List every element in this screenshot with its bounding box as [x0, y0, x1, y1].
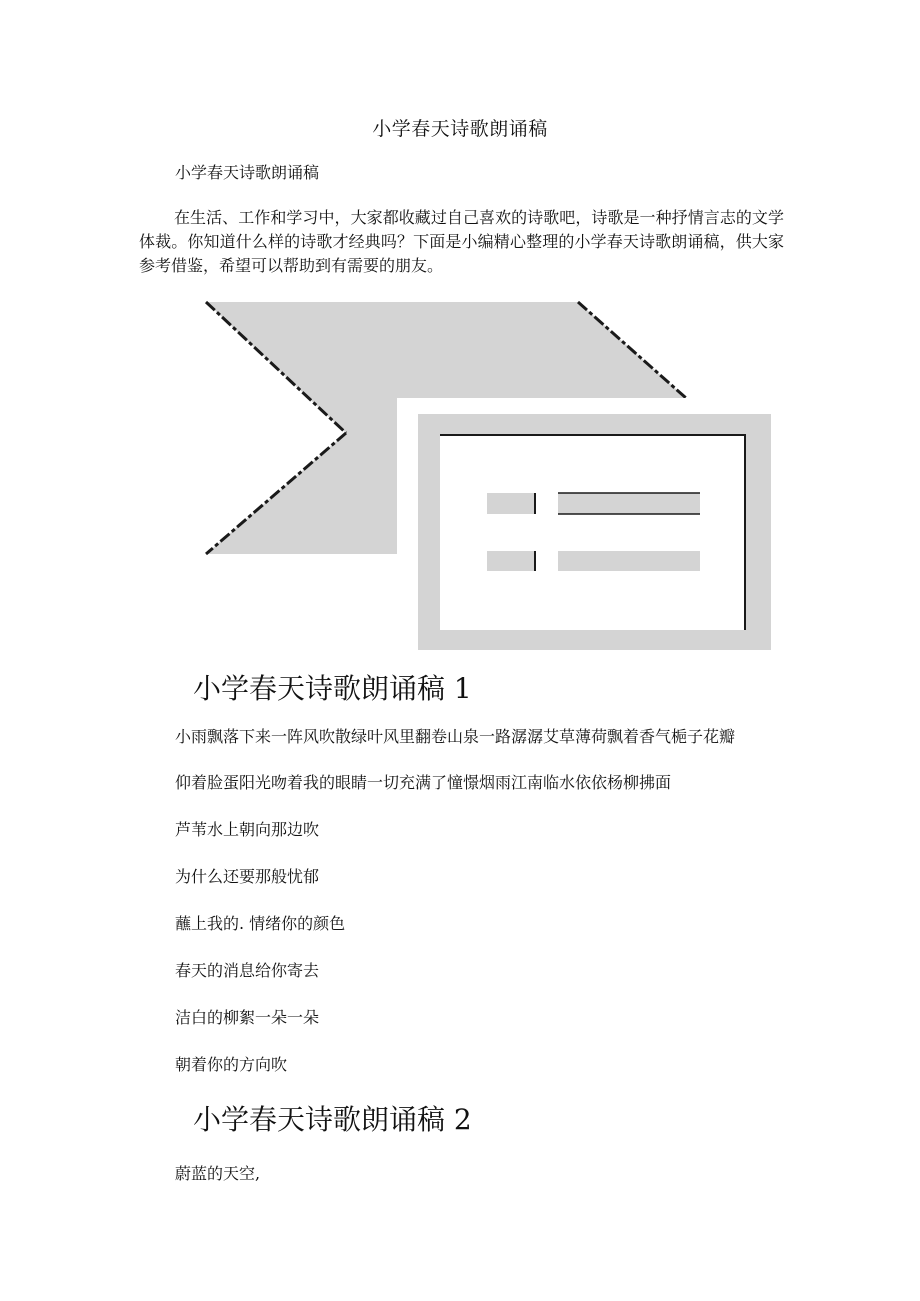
document-subtitle: 小学春天诗歌朗诵稿 — [175, 163, 320, 182]
poem-line: 仰着脸蛋阳光吻着我的眼睛一切充满了憧憬烟雨江南临水依依杨柳拂面 — [175, 773, 672, 792]
poem-line: 春天的消息给你寄去 — [175, 961, 320, 980]
poem-line: 蔚蓝的天空, — [175, 1164, 261, 1183]
document-placeholder-icon — [200, 296, 778, 652]
section-1-heading: 小学春天诗歌朗诵稿 1 — [193, 672, 472, 705]
section-2-heading: 小学春天诗歌朗诵稿 2 — [193, 1103, 472, 1136]
poem-line: 洁白的柳絮一朵一朵 — [175, 1008, 320, 1027]
row1-label-block — [487, 493, 535, 514]
intro-paragraph: 在生活、工作和学习中，大家都收藏过自己喜欢的诗歌吧，诗歌是一种抒情言志的文学体裁。你知道什么样的诗歌才经典吗？下面是小编精心整理的小学春天诗歌朗诵稿，供大家参考借鉴，希望可以帮助到有需要的朋友。 — [139, 208, 784, 275]
poem-line: 为什么还要那般忧郁 — [175, 867, 320, 886]
poem-line: 小雨飘落下来一阵风吹散绿叶风里翻卷山泉一路潺潺艾草薄荷飘着香气梔子花瓣 — [175, 727, 736, 746]
placeholder-graphic — [200, 296, 778, 652]
row2-label-block — [487, 551, 535, 571]
row1-value-block — [558, 493, 700, 514]
poem-line: 朝着你的方向吹 — [175, 1055, 288, 1074]
poem-line: 芦苇水上朝向那边吹 — [175, 820, 320, 839]
card-paper — [440, 434, 746, 630]
row2-value-block — [558, 551, 700, 571]
poem-line: 蘸上我的. 情绪你的颜色 — [175, 914, 346, 933]
document-title: 小学春天诗歌朗诵稿 — [372, 118, 548, 140]
